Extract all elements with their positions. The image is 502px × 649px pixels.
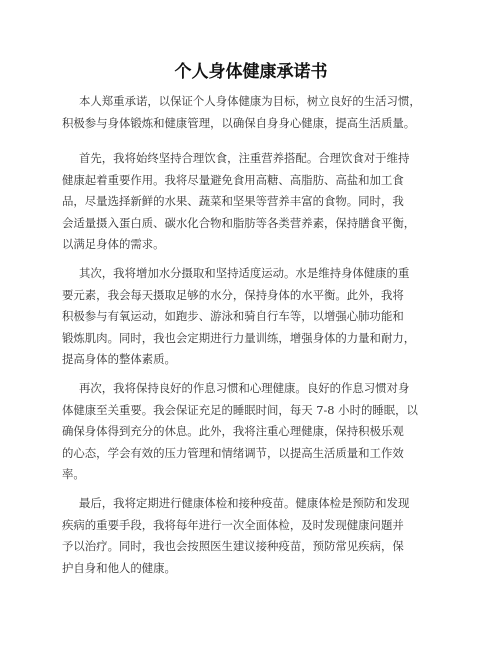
text-line: 锻炼肌肉。同时，我也会定期进行力量训练，增强身体的力量和耐力，	[62, 330, 416, 345]
text-line: 本人郑重承诺，以保证个人身体健康为目标，树立良好的生活习惯，	[79, 94, 421, 108]
text-line: 疾病的重要手段，我将每年进行一次全面体检，及时发现健康问题并	[62, 517, 404, 532]
paragraph-exercise	[62, 263, 442, 371]
text-line: 首先，我将始终坚持合理饮食，注重营养搭配。合理饮食对于维持	[79, 151, 410, 165]
paragraph-routine	[62, 378, 442, 486]
text-line: 体健康至关重要。我会保证充足的睡眠时间，每天 7-8 小时的睡眠，以	[62, 402, 418, 417]
text-line: 最后，我将定期进行健康体检和接种疫苗。健康体检是预防和发现	[79, 496, 410, 510]
text-line: 提高身体的整体素质。	[62, 352, 176, 366]
paragraph-commitment	[62, 91, 442, 134]
paragraph-checkup	[62, 493, 442, 579]
document-title: 个人身体健康承诺书	[174, 62, 328, 82]
paragraph-diet	[62, 148, 442, 256]
text-line: 健康起着重要作用。我将尽量避免食用高糖、高脂肪、高盐和加工食	[62, 172, 404, 187]
text-line: 积极参与身体锻炼和健康管理，以确保自身身心健康，提高生活质量。	[62, 115, 416, 130]
text-line: 会适量摄入蛋白质、碳水化合物和脂肪等各类营养素，保持膳食平衡，	[62, 215, 416, 230]
text-line: 率。	[62, 467, 85, 481]
text-line: 再次，我将保持良好的作息习惯和心理健康。良好的作息习惯对身	[79, 381, 410, 395]
text-line: 积极参与有氧运动，如跑步、游泳和骑自行车等，以增强心肺功能和	[62, 309, 404, 323]
text-line: 予以治疗。同时，我也会按照医生建议接种疫苗，预防常见疾病，保	[62, 539, 404, 553]
text-line: 护自身和他人的健康。	[62, 560, 176, 575]
text-line: 其次，我将增加水分摄取和坚持适度运动。水是维持身体健康的重	[79, 266, 410, 280]
text-line: 品，尽量选择新鲜的水果、蔬菜和坚果等营养丰富的食物。同时，我	[62, 194, 404, 208]
text-line: 确保身体得到充分的休息。此外，我将注重心理健康，保持积极乐观	[62, 424, 404, 438]
text-line: 要元素，我会每天摄取足够的水分，保持身体的水平衡。此外，我将	[62, 287, 404, 302]
text-line: 的心态，学会有效的压力管理和情绪调节，以提高生活质量和工作效	[62, 445, 404, 460]
text-line: 以满足身体的需求。	[62, 237, 165, 251]
